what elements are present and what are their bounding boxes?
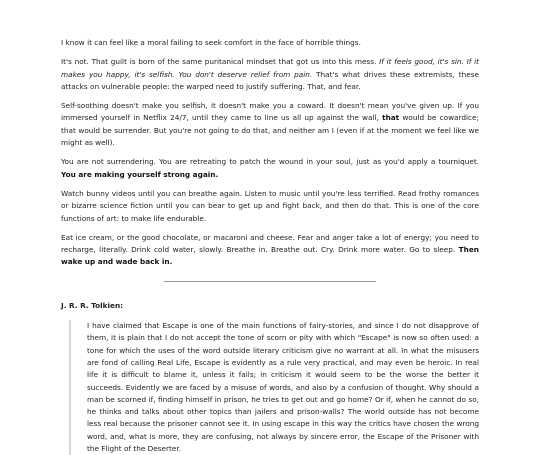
paragraph-5: Watch bunny videos until you can breathe again. Listen to music until you're less terrified. Read frothy romances or bizarre science fiction until you can bear to get up and fight back, and then do that. This is one of the core functions of art: to make life endurable.	[61, 188, 479, 223]
paragraph-2-text-end: That's what drives these extremists, these attacks on vulnerable people: the warped need to justify suffering. That, and fear.	[61, 69, 479, 91]
paragraph-6-text: Eat ice cream, or the good chocolate, or macaroni and cheese. Fear and anger take a lot of energy; you need to recharge, literally. Drink cold water, slowly. Breathe in. Breathe out. Cry. Drink more water. Go to sleep.	[61, 232, 479, 255]
quote-text: I have claimed that Escape is one of the main functions of fairy-stories, and since I do not disapprove of them, it is plain that I do not accept the tone of scorn or pity with which "Escape" is now so often used: a tone for which the uses of the word outside literary criticism give no warrant at all. In what the misusers are fond of calling Real Life, Escape is evidently as a rule very practical, and may even be heroic. In real life it is difficult to blame it, unless it fails; in criticism it would seem to be the worse the better it succeeds. Evidently we are faced by a misuse of words, and also by a confusion of thought. Why should a man be scorned if, finding himself in prison, he tries to get out and go home? Or if, when he cannot do so, he thinks and talks about other topics than jailers and prison-walls? The world outside has not become less real because the prisoner cannot see it. In using escape in this way the critics have chosen the wrong word, and, what is more, they are confusing, not always by sincere error, the Escape of the Prisoner with the Flight of the Deserter.	[87, 321, 479, 454]
paragraph-3	[61, 100, 479, 149]
paragraph-2	[61, 56, 479, 93]
section-divider	[164, 281, 376, 282]
paragraph-6-bold: Then wake up and wade back in.	[61, 245, 479, 267]
article-body	[61, 37, 479, 455]
paragraph-1: I know it can feel like a moral failing to seek comfort in the face of horrible things.	[61, 38, 361, 47]
paragraph-6	[61, 232, 479, 269]
quote-author: J. R. R. Tolkien:	[61, 300, 124, 310]
paragraph-2-italic: If it feels good, it's sin. If it makes you happy, it's selfish. You don't deserve relief from pain.	[61, 57, 479, 79]
paragraph-3-text-end: would be cowardice; that would be surrender. But you're not going to do that, and neither am I (even if at the moment we feel like we might as well).	[61, 113, 480, 148]
blockquote	[69, 320, 479, 455]
paragraph-4-bold: You are making yourself strong again.	[61, 169, 219, 179]
paragraph-4-text: You are not surrendering. You are retreating to patch the wound in your soul, just as you'd apply a tourniquet.	[61, 157, 479, 167]
paragraph-2-text: It's not. That guilt is born of the same puritanical mindset that got us into this mess.	[61, 57, 380, 67]
paragraph-3-bold: that	[382, 113, 400, 123]
paragraph-3-text: Self-soothing doesn't make you selfish, it doesn't make you a coward. It doesn't mean you've given up. If you immersed yourself in Netflix 24/7, until they came to line us all up against the wall,	[61, 101, 479, 123]
paragraph-4	[61, 156, 479, 181]
